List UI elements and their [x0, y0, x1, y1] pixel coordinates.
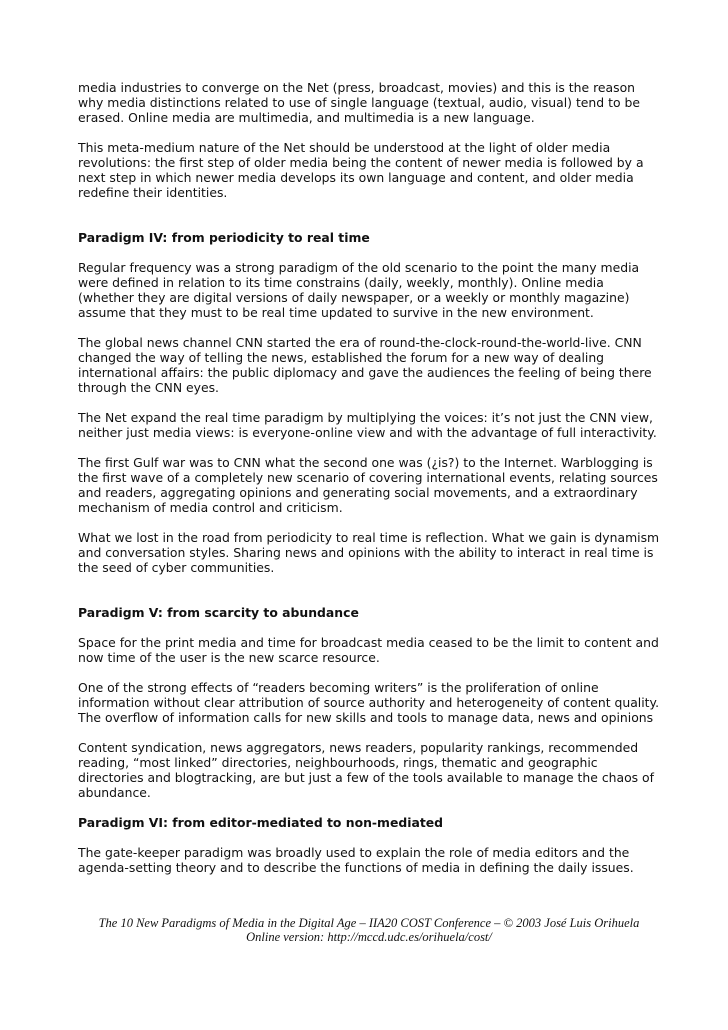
section-heading: Paradigm V: from scarcity to abundance [78, 605, 359, 620]
paragraph: The gate-keeper paradigm was broadly used to explain the role of media editors and the agenda-setting theory and to describe the functions of media in defining the daily issues. [78, 845, 634, 875]
paragraph: One of the strong effects of “readers becoming writers” is the proliferation of online information without clear attribution of source authority and heterogeneity of content quality. The overflow of information calls for new skills and tools to manage data, news and opinions [78, 680, 660, 725]
paragraph: This meta-medium nature of the Net should be understood at the light of older media revolutions: the first step of older media being the content of newer media is followed by a next step in which newer media develops its own language and content, and older media redefine their identities. [78, 140, 644, 200]
footer-citation: The 10 New Paradigms of Media in the Digital Age – IIA20 COST Conference – © 2003 José Luis Orihuela [98, 916, 640, 930]
spacer [78, 590, 660, 605]
section-heading: Paradigm VI: from editor-mediated to non-mediated [78, 815, 444, 830]
paragraph: The first Gulf war was to CNN what the second one was (¿is?) to the Internet. Warblogging is the first wave of a completely new scenario of covering international events, relating sources and readers, aggregating opinions and generating social movements, and a extraordinary mechanism of media control and criticism. [78, 455, 658, 515]
document-body [78, 80, 660, 890]
paragraph: The Net expand the real time paradigm by multiplying the voices: it’s not just the CNN view, neither just media views: is everyone-online view and with the advantage of full interactivity. [78, 410, 657, 440]
paragraph: Content syndication, news aggregators, news readers, popularity rankings, recommended reading, “most linked” directories, neighbourhoods, rings, thematic and geographic directories and blogtracking, are but just a few of the tools available to manage the chaos of abundance. [78, 740, 655, 800]
paragraph: What we lost in the road from periodicity to real time is reflection. What we gain is dynamism and conversation styles. Sharing news and opinions with the ability to interact in real time is the seed of cyber communities. [78, 530, 660, 575]
spacer [78, 215, 660, 230]
paragraph: Space for the print media and time for broadcast media ceased to be the limit to content and now time of the user is the new scarce resource. [78, 635, 659, 665]
page-footer [78, 916, 660, 944]
paragraph: The global news channel CNN started the era of round-the-clock-round-the-world-live. CNN changed the way of telling the news, established the forum for a new way of dealing international affairs: the public diplomacy and gave the audiences the feeling of being there through the CNN eyes. [78, 335, 652, 395]
paragraph: Regular frequency was a strong paradigm of the old scenario to the point the many media were defined in relation to its time constrains (daily, weekly, monthly). Online media (whether they are digital versions of daily newspaper, or a weekly or monthly magazine) assume that they must to be real time updated to survive in the new environment. [78, 260, 640, 320]
paragraph: media industries to converge on the Net (press, broadcast, movies) and this is the reason why media distinctions related to use of single language (textual, audio, visual) tend to be erased. Online media are multimedia, and multimedia is a new language. [78, 80, 640, 125]
footer-url: Online version: http://mccd.udc.es/orihuela/cost/ [246, 930, 492, 944]
section-heading: Paradigm IV: from periodicity to real time [78, 230, 370, 245]
